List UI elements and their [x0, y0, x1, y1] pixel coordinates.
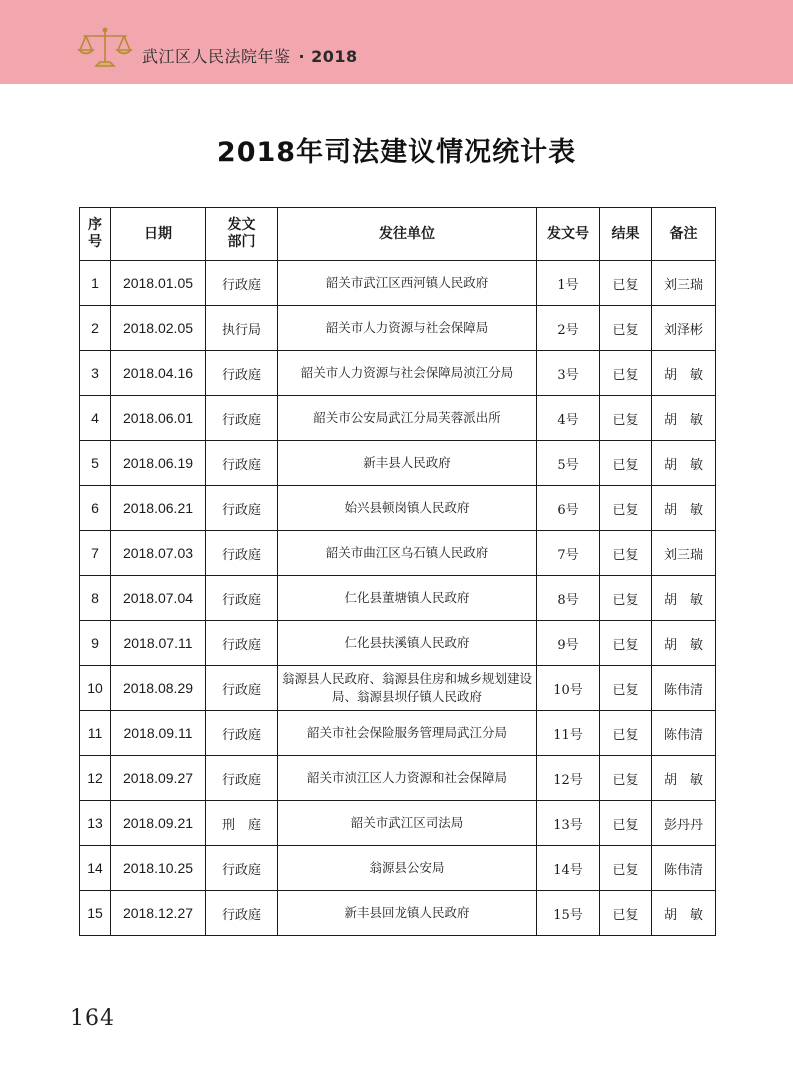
- row-result: 已复: [600, 621, 652, 666]
- row-recipient: 韶关市浈江区人力资源和社会保障局: [278, 756, 537, 801]
- header-separator: ·: [298, 47, 306, 66]
- row-doc-number: 9号: [537, 621, 600, 666]
- row-date: 2018.04.16: [111, 351, 206, 396]
- row-result: 已复: [600, 486, 652, 531]
- row-index: 15: [80, 891, 111, 936]
- row-recipient: 韶关市公安局武江分局芙蓉派出所: [278, 396, 537, 441]
- row-date: 2018.06.01: [111, 396, 206, 441]
- row-date: 2018.01.05: [111, 261, 206, 306]
- row-index: 4: [80, 396, 111, 441]
- row-doc-number: 8号: [537, 576, 600, 621]
- row-result: 已复: [600, 891, 652, 936]
- row-note: 胡 敏: [652, 576, 716, 621]
- row-recipient: 翁源县人民政府、翁源县住房和城乡规划建设局、翁源县坝仔镇人民政府: [278, 666, 537, 711]
- row-recipient: 韶关市曲江区乌石镇人民政府: [278, 531, 537, 576]
- row-dept: 行政庭: [206, 576, 278, 621]
- table-row: [80, 846, 716, 891]
- row-doc-number: 4号: [537, 396, 600, 441]
- row-doc-number: 13号: [537, 801, 600, 846]
- column-header-note: 备注: [652, 208, 716, 261]
- row-result: 已复: [600, 576, 652, 621]
- row-doc-number: 11号: [537, 711, 600, 756]
- row-date: 2018.06.19: [111, 441, 206, 486]
- row-date: 2018.09.21: [111, 801, 206, 846]
- page-number: 164: [70, 1006, 115, 1031]
- row-dept: 行政庭: [206, 846, 278, 891]
- column-header-doc-number: 发文号: [537, 208, 600, 261]
- row-index: 3: [80, 351, 111, 396]
- table-row: [80, 891, 716, 936]
- row-note: 陈伟清: [652, 846, 716, 891]
- row-date: 2018.09.11: [111, 711, 206, 756]
- row-date: 2018.07.04: [111, 576, 206, 621]
- row-note: 陈伟清: [652, 666, 716, 711]
- row-result: 已复: [600, 801, 652, 846]
- row-index: 7: [80, 531, 111, 576]
- row-recipient: 翁源县公安局: [278, 846, 537, 891]
- row-index: 8: [80, 576, 111, 621]
- row-index: 10: [80, 666, 111, 711]
- row-doc-number: 12号: [537, 756, 600, 801]
- row-note: 刘三瑞: [652, 261, 716, 306]
- column-header-dept: 发文部门: [206, 208, 278, 261]
- row-dept: 执行局: [206, 306, 278, 351]
- row-recipient: 新丰县回龙镇人民政府: [278, 891, 537, 936]
- row-note: 胡 敏: [652, 396, 716, 441]
- row-dept: 行政庭: [206, 621, 278, 666]
- row-note: 彭丹丹: [652, 801, 716, 846]
- row-doc-number: 6号: [537, 486, 600, 531]
- yearbook-header-title: [142, 44, 358, 67]
- column-header-index: 序号: [80, 208, 111, 261]
- table-row: [80, 801, 716, 846]
- row-recipient: 韶关市人力资源与社会保障局浈江分局: [278, 351, 537, 396]
- page-title: 2018年司法建议情况统计表: [216, 137, 577, 168]
- row-recipient: 韶关市武江区西河镇人民政府: [278, 261, 537, 306]
- row-recipient: 始兴县顿岗镇人民政府: [278, 486, 537, 531]
- row-doc-number: 7号: [537, 531, 600, 576]
- row-note: 胡 敏: [652, 441, 716, 486]
- column-header-result: 结果: [600, 208, 652, 261]
- table-row: [80, 666, 716, 711]
- row-result: 已复: [600, 351, 652, 396]
- row-date: 2018.07.03: [111, 531, 206, 576]
- yearbook-year: 2018: [311, 47, 358, 66]
- row-dept: 行政庭: [206, 756, 278, 801]
- column-header-recipient: 发往单位: [278, 208, 537, 261]
- table-row: [80, 531, 716, 576]
- row-result: 已复: [600, 711, 652, 756]
- row-doc-number: 1号: [537, 261, 600, 306]
- row-recipient: 韶关市人力资源与社会保障局: [278, 306, 537, 351]
- row-note: 胡 敏: [652, 756, 716, 801]
- row-date: 2018.10.25: [111, 846, 206, 891]
- row-result: 已复: [600, 306, 652, 351]
- row-note: 胡 敏: [652, 621, 716, 666]
- yearbook-name: 武江区人民法院年鉴: [142, 47, 291, 66]
- row-recipient: 韶关市武江区司法局: [278, 801, 537, 846]
- row-result: 已复: [600, 441, 652, 486]
- row-dept: 刑 庭: [206, 801, 278, 846]
- row-note: 胡 敏: [652, 891, 716, 936]
- row-index: 14: [80, 846, 111, 891]
- row-result: 已复: [600, 666, 652, 711]
- table-row: [80, 486, 716, 531]
- table-row: [80, 576, 716, 621]
- row-date: 2018.08.29: [111, 666, 206, 711]
- row-index: 13: [80, 801, 111, 846]
- table-row: [80, 396, 716, 441]
- row-result: 已复: [600, 261, 652, 306]
- row-index: 5: [80, 441, 111, 486]
- row-result: 已复: [600, 531, 652, 576]
- table-row: [80, 756, 716, 801]
- row-index: 11: [80, 711, 111, 756]
- row-doc-number: 10号: [537, 666, 600, 711]
- row-index: 1: [80, 261, 111, 306]
- row-index: 6: [80, 486, 111, 531]
- row-note: 刘三瑞: [652, 531, 716, 576]
- row-index: 12: [80, 756, 111, 801]
- row-doc-number: 14号: [537, 846, 600, 891]
- row-dept: 行政庭: [206, 891, 278, 936]
- row-dept: 行政庭: [206, 711, 278, 756]
- table-row: [80, 441, 716, 486]
- row-note: 刘泽彬: [652, 306, 716, 351]
- row-date: 2018.12.27: [111, 891, 206, 936]
- table-row: [80, 261, 716, 306]
- row-doc-number: 2号: [537, 306, 600, 351]
- row-date: 2018.09.27: [111, 756, 206, 801]
- row-note: 胡 敏: [652, 486, 716, 531]
- table-row: [80, 621, 716, 666]
- row-result: 已复: [600, 756, 652, 801]
- row-date: 2018.02.05: [111, 306, 206, 351]
- row-dept: 行政庭: [206, 351, 278, 396]
- row-dept: 行政庭: [206, 441, 278, 486]
- row-date: 2018.07.11: [111, 621, 206, 666]
- table-header-row: [80, 208, 716, 261]
- row-dept: 行政庭: [206, 666, 278, 711]
- row-index: 2: [80, 306, 111, 351]
- table-row: [80, 351, 716, 396]
- column-header-date: 日期: [111, 208, 206, 261]
- row-doc-number: 5号: [537, 441, 600, 486]
- table-body: [80, 261, 716, 936]
- table-row: [80, 711, 716, 756]
- row-note: 陈伟清: [652, 711, 716, 756]
- judicial-advice-table: [79, 207, 716, 936]
- row-recipient: 仁化县董塘镇人民政府: [278, 576, 537, 621]
- scales-of-justice-icon: [76, 26, 134, 70]
- row-dept: 行政庭: [206, 261, 278, 306]
- row-dept: 行政庭: [206, 531, 278, 576]
- row-recipient: 新丰县人民政府: [278, 441, 537, 486]
- row-recipient: 仁化县扶溪镇人民政府: [278, 621, 537, 666]
- row-result: 已复: [600, 396, 652, 441]
- row-recipient: 韶关市社会保险服务管理局武江分局: [278, 711, 537, 756]
- row-note: 胡 敏: [652, 351, 716, 396]
- table-row: [80, 306, 716, 351]
- row-date: 2018.06.21: [111, 486, 206, 531]
- row-index: 9: [80, 621, 111, 666]
- row-doc-number: 15号: [537, 891, 600, 936]
- row-doc-number: 3号: [537, 351, 600, 396]
- row-dept: 行政庭: [206, 396, 278, 441]
- row-dept: 行政庭: [206, 486, 278, 531]
- row-result: 已复: [600, 846, 652, 891]
